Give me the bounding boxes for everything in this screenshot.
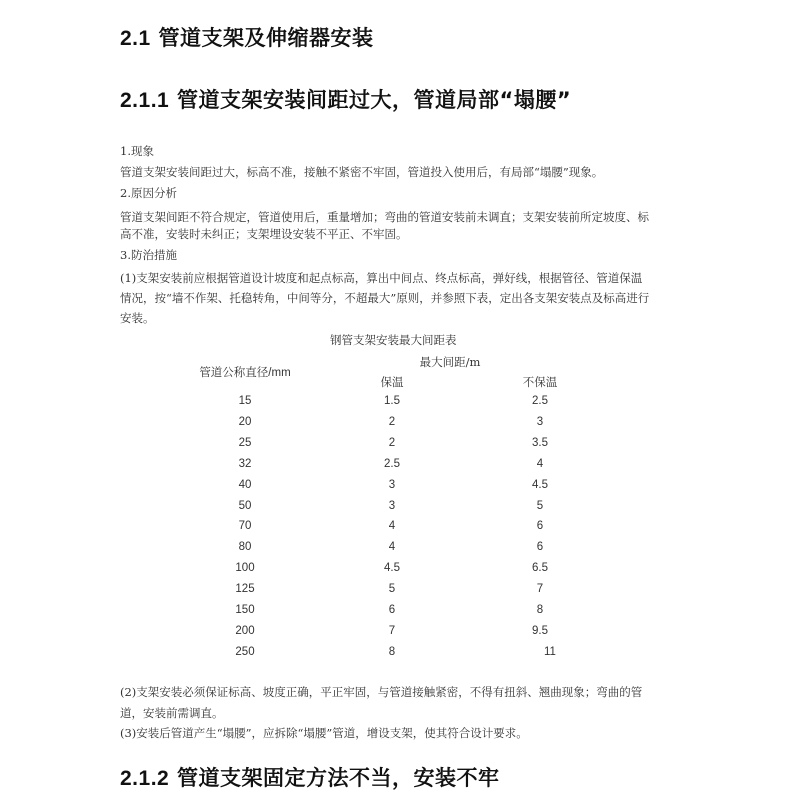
section-title: 管道支架及伸缩器安装 xyxy=(158,26,374,50)
table-header-uninsulated: 不保温 xyxy=(522,375,558,389)
table-cell-diameter: 200 xyxy=(235,624,255,637)
measure-3-text: (3)安装后管道产生“塌腰”，应拆除“塌腰”管道，增设支架，使其符合设计要求。 xyxy=(120,726,528,740)
table-cell-uninsulated: 9.5 xyxy=(532,624,548,637)
measure-2-line: 道，安装前需调直。 xyxy=(120,706,224,720)
table-cell-insulated: 7 xyxy=(388,624,396,637)
section-number: 2.1 xyxy=(120,27,151,50)
table-cell-uninsulated: 2.5 xyxy=(532,395,548,407)
measure-2-line: (2)支架安装必须保证标高、坡度正确，平正牢固，与管道接触紧密，不得有扭斜、翘曲现象；弯曲的管 xyxy=(120,685,643,699)
table-cell-insulated: 2 xyxy=(388,415,396,428)
item-heading-phenomenon: 1.现象 xyxy=(120,144,154,158)
table-caption: 钢管支架安装最大间距表 xyxy=(330,335,457,347)
table-cell-diameter: 100 xyxy=(235,562,255,575)
table-cell-uninsulated: 11 xyxy=(544,645,556,658)
table-cell-uninsulated: 6 xyxy=(536,541,544,554)
table-cell-diameter: 250 xyxy=(235,645,255,658)
table-cell-insulated: 8 xyxy=(388,645,396,658)
table-cell-insulated: 3 xyxy=(388,499,396,512)
section-heading-2-1-2 xyxy=(120,762,500,792)
table-cell-insulated: 4 xyxy=(388,520,396,533)
section-title: 管道支架安装间距过大，管道局部“塌腰” xyxy=(177,88,572,112)
table-cell-uninsulated: 4.5 xyxy=(532,478,548,491)
table-cell-insulated: 4 xyxy=(388,541,396,554)
measure-1-line: (1)支架安装前应根据管道设计坡度和起点标高，算出中间点、终点标高，弹好线，根据管径、管道保温 xyxy=(120,271,643,285)
section-title: 管道支架固定方法不当，安装不牢 xyxy=(177,766,500,790)
table-cell-uninsulated: 3 xyxy=(536,415,544,428)
item-heading-prevention: 3.防治措施 xyxy=(120,248,177,262)
table-cell-uninsulated: 5 xyxy=(536,499,544,512)
table-cell-uninsulated: 6 xyxy=(536,520,544,533)
table-cell-diameter: 15 xyxy=(238,395,252,407)
table-cell-diameter: 20 xyxy=(238,415,252,428)
table-cell-insulated: 1.5 xyxy=(384,395,400,407)
table-cell-uninsulated: 7 xyxy=(536,583,544,596)
table-header-insulated: 保温 xyxy=(380,375,404,389)
table-cell-uninsulated: 4 xyxy=(536,457,544,470)
table-header-max-spacing: 最大间距/m xyxy=(419,355,481,369)
table-cell-diameter: 25 xyxy=(238,436,252,449)
table-cell-uninsulated: 8 xyxy=(536,604,544,616)
table-cell-diameter: 70 xyxy=(238,520,252,533)
cause-text-line: 管道支架间距不符合规定，管道使用后，重量增加；弯曲的管道安装前未调直；支架安装前所定坡度、标 xyxy=(120,210,649,224)
phenomenon-text: 管道支架安装间距过大，标高不准，接触不紧密不牢固，管道投入使用后，有局部“塌腰”现象。 xyxy=(120,165,604,179)
table-cell-insulated: 5 xyxy=(388,583,396,596)
table-cell-insulated: 2 xyxy=(388,436,396,449)
table-cell-insulated: 3 xyxy=(388,478,396,491)
table-cell-insulated: 4.5 xyxy=(384,562,400,575)
table-cell-diameter: 32 xyxy=(238,457,252,470)
table-cell-diameter: 40 xyxy=(238,478,252,491)
table-cell-diameter: 50 xyxy=(238,499,252,512)
cause-text-line: 高不准，安装时未纠正；支架埋设安装不平正、不牢固。 xyxy=(120,227,408,241)
table-header-diameter: 管道公称直径/mm xyxy=(199,367,291,379)
item-heading-cause-analysis: 2.原因分析 xyxy=(120,186,177,200)
table-cell-uninsulated: 3.5 xyxy=(532,436,548,449)
table-cell-insulated: 6 xyxy=(388,604,396,616)
section-number: 2.1.2 xyxy=(120,767,170,790)
table-cell-uninsulated: 6.5 xyxy=(532,562,548,575)
table-cell-diameter: 125 xyxy=(235,583,255,596)
table-cell-diameter: 150 xyxy=(235,604,255,616)
measure-1-line: 安装。 xyxy=(120,311,155,325)
section-number: 2.1.1 xyxy=(120,89,170,112)
table-cell-insulated: 2.5 xyxy=(384,457,400,470)
measure-1-line: 情况，按“墙不作架、托稳转角，中间等分，不超最大”原则，并参照下表，定出各支架安装点及标高进行 xyxy=(120,291,650,305)
table-cell-diameter: 80 xyxy=(238,541,252,554)
